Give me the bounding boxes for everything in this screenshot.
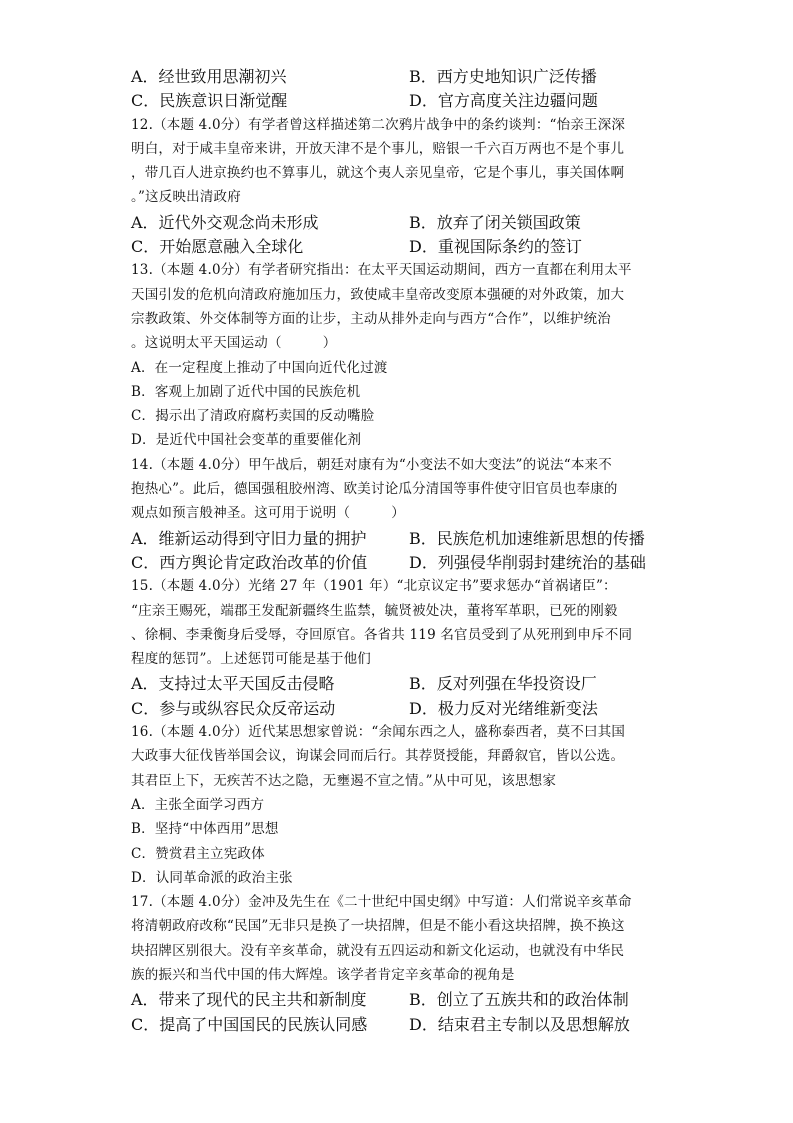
- q15-stem-line: 、徐桐、李秉衡身后受辱，夺回原官。各省共 119 名官员受到了从死刑到申斥不同: [131, 626, 633, 643]
- q14-option-d[interactable]: D．列强侵华削弱封建统治的基础: [409, 552, 646, 572]
- q13-option-d[interactable]: D．是近代中国社会变革的重要催化剂: [131, 432, 362, 449]
- q15-stem-line: “庄亲王赐死，端郡王发配新疆终生监禁，毓贤被处决，董将军革职，已死的刚毅: [131, 602, 618, 619]
- q17-stem-line: 块招牌区别很大。没有辛亥革命，就没有五四运动和新文化运动，也就没有中华民: [131, 942, 625, 959]
- q13-option-c[interactable]: C．揭示出了清政府腐朽卖国的反动嘴脸: [131, 408, 375, 425]
- q15-options-row-1: [131, 671, 671, 695]
- q15-option-a[interactable]: A．支持过太平天国反击侵略: [131, 674, 335, 694]
- q17-stem-line: 族的振兴和当代中国的伟大辉煌。该学者肯定辛亥革命的视角是: [131, 966, 515, 983]
- page-content: [131, 64, 671, 1036]
- q13-option-b[interactable]: B．客观上加剧了近代中国的民族危机: [131, 383, 361, 400]
- q11-option-a[interactable]: A．经世致用思潮初兴: [131, 67, 287, 86]
- q16-option-c[interactable]: C．赞赏君主立宪政体: [131, 845, 265, 862]
- question-15: [131, 574, 671, 720]
- q17-options-row-1: [131, 987, 671, 1011]
- q12-stem-line: ，带几百人进京换约也不算事儿，就这个夷人亲见皇帝，它是个事儿，事关国体啊: [131, 165, 625, 182]
- q13-stem-line: 。这说明太平天国运动（ ）: [131, 335, 337, 352]
- q14-option-a[interactable]: A．维新运动得到守旧力量的拥护: [131, 528, 367, 548]
- q11-options-row-1: [131, 64, 671, 88]
- q15-stem-line: 15.（本题 4.0分）光绪 27 年（1901 年）“北京议定书”要求惩办“首祸诸臣”：: [131, 578, 617, 595]
- q16-stem-line: 其君臣上下，无疾苦不达之隐，无壅遏不宣之情。”从中可见，该思想家: [131, 772, 557, 789]
- q11-option-b[interactable]: B．西方史地知识广泛传播: [409, 67, 597, 86]
- q15-option-b[interactable]: B．反对列强在华投资设厂: [409, 674, 597, 694]
- q13-stem-line: 13.（本题 4.0分）有学者研究指出：在太平天国运动期间，西方一直都在利用太平: [131, 262, 632, 279]
- q12-option-c[interactable]: C．开始愿意融入全球化: [131, 237, 304, 257]
- q12-option-a[interactable]: A．近代外交观念尚未形成: [131, 212, 319, 232]
- q14-option-c[interactable]: C．西方舆论肯定政治改革的价值: [131, 552, 368, 572]
- q15-stem-line: 程度的惩罚”。上述惩罚可能是基于他们: [131, 651, 372, 668]
- q14-stem-line: 观点如预言般神圣。这可用于说明（ ）: [131, 505, 405, 522]
- q15-options-row-2: [131, 696, 671, 720]
- q12-options-row-2: [131, 234, 671, 258]
- q17-option-c[interactable]: C．提高了中国国民的民族认同感: [131, 1014, 368, 1034]
- q13-stem-line: 宗教政策、外交体制等方面的让步，主动从排外走向与西方“合作”，以维护统治: [131, 310, 612, 327]
- q15-option-d[interactable]: D．极力反对光绪维新变法: [409, 698, 598, 718]
- q17-option-a[interactable]: A．带来了现代的民主共和新制度: [131, 990, 367, 1010]
- q17-options-row-2: [131, 1012, 671, 1036]
- q12-stem-line: 。”这反映出清政府: [131, 189, 241, 206]
- question-16: [131, 720, 671, 890]
- q17-stem-line: 将清朝政府改称“民国”无非只是换了一块招牌，但是不能小看这块招牌，换不换这: [131, 918, 625, 935]
- q12-stem-line: 明白，对于咸丰皇帝来讲，开放天津不是个事儿，赔银一千六百万两也不是个事儿: [131, 140, 625, 157]
- q12-stem-line: 12.（本题 4.0分）有学者曾这样描述第二次鸦片战争中的条约谈判：“怡亲王深深: [131, 116, 626, 133]
- q14-options-row-1: [131, 526, 671, 550]
- q16-stem-line: 16.（本题 4.0分）近代某思想家曾说：“余闻东西之人，盛称泰西者，莫不曰其国: [131, 724, 626, 741]
- q16-option-a[interactable]: A．主张全面学习西方: [131, 796, 265, 813]
- question-12: [131, 113, 671, 259]
- q16-option-b[interactable]: B．坚持“中体西用”思想: [131, 821, 279, 838]
- q11-option-c[interactable]: C．民族意识日渐觉醒: [131, 91, 288, 111]
- question-17: [131, 890, 671, 1036]
- q12-option-d[interactable]: D．重视国际条约的签订: [409, 237, 582, 257]
- q17-option-b[interactable]: B．创立了五族共和的政治体制: [409, 990, 629, 1010]
- q16-stem-line: 大政事大征伐皆举国会议，询谋会同而后行。其荐贤授能，拜爵叙官，皆以公选。: [131, 748, 625, 765]
- q14-stem-line: 抱热心”。此后，德国强租胶州湾、欧美讨论瓜分清国等事件使守旧官员也奉康的: [131, 481, 618, 498]
- question-13: [131, 258, 671, 452]
- q14-stem-line: 14.（本题 4.0分）甲午战后，朝廷对康有为“小变法不如大变法”的说法“本来不: [131, 456, 612, 473]
- q11-option-d[interactable]: D．官方高度关注边疆问题: [409, 91, 598, 111]
- q14-options-row-2: [131, 550, 671, 574]
- q17-stem-line: 17.（本题 4.0分）金冲及先生在《二十世纪中国史纲》中写道：人们常说辛亥革命: [131, 894, 632, 911]
- q13-stem-line: 天国引发的危机向清政府施加压力，致使咸丰皇帝改变原本强硬的对外政策，加大: [131, 286, 625, 303]
- q13-option-a[interactable]: A．在一定程度上推动了中国向近代化过渡: [131, 359, 388, 376]
- question-14: [131, 453, 671, 574]
- q16-option-d[interactable]: D．认同革命派的政治主张: [131, 869, 293, 886]
- q12-option-b[interactable]: B．放弃了闭关锁国政策: [409, 212, 581, 232]
- q15-option-c[interactable]: C．参与或纵容民众反帝运动: [131, 698, 336, 718]
- q14-option-b[interactable]: B．民族危机加速维新思想的传播: [409, 528, 645, 548]
- q11-options-row-2: [131, 88, 671, 112]
- q12-options-row-1: [131, 210, 671, 234]
- q17-option-d[interactable]: D．结束君主专制以及思想解放: [409, 1014, 630, 1034]
